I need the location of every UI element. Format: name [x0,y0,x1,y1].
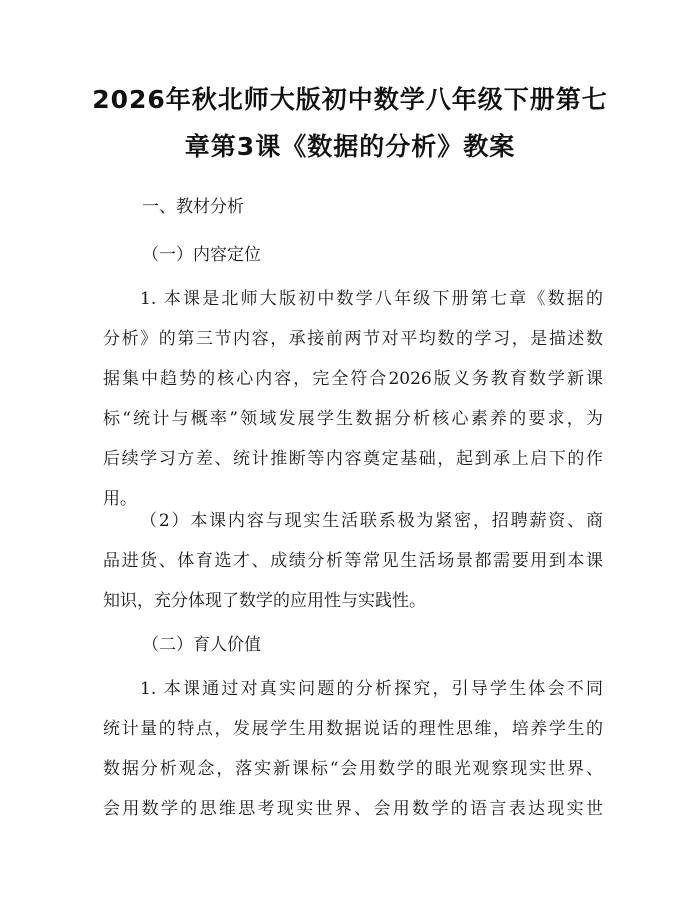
paragraph-3-line: 会用数学的思维思考现实世界、会用数学的语言表达现实世 [103,799,603,819]
subsection-heading-educational-value: （二）育人价值 [142,635,261,655]
paragraph-3-line: 数据分析观念，落实新课标“会用数学的眼光观察现实世界、 [103,759,603,779]
paragraph-3-line: 统计量的特点，发展学生用数据说话的理性思维，培养学生的 [103,719,603,739]
paragraph-1-line: 分析》的第三节内容，承接前两节对平均数的学习，是描述数 [103,329,603,349]
paragraph-1-line: 据集中趋势的核心内容，完全符合2026版义务教育数学新课 [103,369,603,389]
paragraph-3-line: 1. 本课通过对真实问题的分析探究，引导学生体会不同 [140,679,603,699]
document-title-line-1: 2026年秋北师大版初中数学八年级下册第七 [92,85,608,114]
paragraph-2-line: 品进货、体育选才、成绩分析等常见生活场景都需要用到本课 [103,551,603,571]
paragraph-1-line: 用。 [103,489,137,509]
subsection-heading-content-positioning: （一）内容定位 [142,245,261,265]
paragraph-2 [103,501,603,621]
paragraph-2-line: （2）本课内容与现实生活联系极为紧密，招聘薪资、商 [140,511,603,531]
section-heading-textbook-analysis: 一、教材分析 [142,197,244,217]
paragraph-1-line: 后续学习方差、统计推断等内容奠定基础，起到承上启下的作 [103,449,603,469]
paragraph-1-line: 标“统计与概率”领域发展学生数据分析核心素养的要求，为 [103,409,603,429]
paragraph-1 [103,279,603,519]
paragraph-3 [103,669,603,829]
paragraph-2-line: 知识，充分体现了数学的应用性与实践性。 [103,591,426,611]
document-title-line-2: 章第3课《数据的分析》教案 [184,132,516,161]
paragraph-1-line: 1. 本课是北师大版初中数学八年级下册第七章《数据的 [140,289,603,309]
